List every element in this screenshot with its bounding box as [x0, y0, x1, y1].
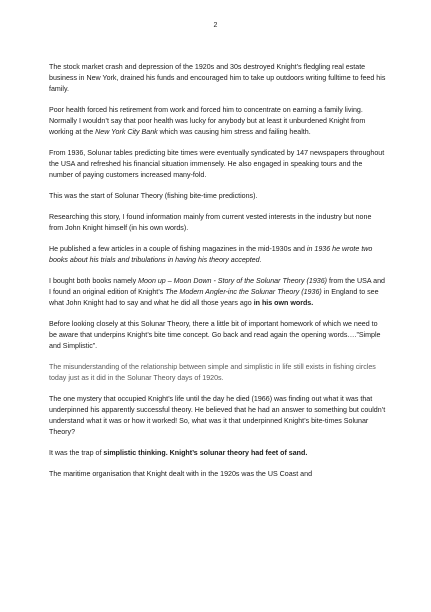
text-span: I bought both books namely	[49, 277, 139, 285]
italic-text: in 1936 he wrote two books about his trials and tribulations in having his theory accepted.	[49, 245, 373, 264]
bold-text: simplistic thinking. Knight’s solunar theory had feet of sand.	[103, 449, 308, 457]
italic-text: New York City Bank	[95, 128, 158, 136]
paragraph	[49, 105, 387, 138]
paragraph	[49, 212, 387, 234]
text-span: The stock market crash and depression of the 1920s and 30s destroyed Knight’s fledgling real estate business in New York, drained his funds and encouraged him to take up outdoors writing fulltime to feed his family.	[49, 63, 386, 93]
text-span: in England to see what John Knight had to say and what he did all those years ago	[49, 288, 379, 307]
paragraph	[49, 362, 387, 384]
body-text	[49, 62, 387, 490]
italic-text: The Modern Angler-inc the Solunar Theory (1936)	[165, 288, 322, 296]
paragraph	[49, 62, 387, 95]
text-span: The maritime organisation that Knight dealt with in the 1920s was the US Coast and	[49, 470, 313, 478]
paragraph	[49, 469, 387, 480]
text-span: From 1936, Solunar tables predicting bite times were eventually syndicated by 147 newspapers throughout the USA and refreshed his financial situation immensely. He also engaged in speaking tours and the number of paying customers increased many-fold.	[49, 149, 385, 179]
text-span: It was the trap of	[49, 449, 104, 457]
text-span: The misunderstanding of the relationship between simple and simplistic in life still exists in fishing circles today just as it did in the Solunar Theory days of 1920s.	[49, 363, 376, 382]
paragraph	[49, 148, 387, 181]
text-span: The one mystery that occupied Knight’s life until the day he died (1966) was finding out what it was that underpinned his apparently successful theory. He believed that he had an answer to something but couldn’t understand what it was or how it worked! So, what was it that underpinned Knight’s bite-times Solunar Theory?	[49, 395, 386, 436]
paragraph	[49, 191, 387, 202]
text-span: Before looking closely at this Solunar Theory, there a little bit of important homework of which we need to be aware that underpins Knight’s bite time concept. Go back and read again the opening words….”Simple and Simplistic”.	[49, 320, 381, 350]
text-span: This was the start of Solunar Theory (fishing bite-time predictions).	[49, 192, 258, 200]
paragraph	[49, 276, 387, 309]
paragraph	[49, 244, 387, 266]
text-span: from the USA and I found an original edition of Knight’s	[49, 277, 385, 296]
text-span: which was causing him stress and failing health.	[157, 128, 311, 136]
text-span: Poor health forced his retirement from work and forced him to concentrate on earning a family living. Normally I wouldn’t say that poor health was lucky for anybody but at least it unburdened Knight from working at the	[49, 106, 366, 136]
paragraph	[49, 394, 387, 438]
paragraph	[49, 448, 387, 459]
text-span: He published a few articles in a couple of fishing magazines in the mid-1930s and	[49, 245, 307, 253]
paragraph	[49, 319, 387, 352]
italic-text: Moon up – Moon Down - Story of the Solunar Theory (1936)	[138, 277, 328, 285]
bold-text: in his own words.	[253, 299, 314, 307]
text-span: Researching this story, I found information mainly from current vested interests in the industry but none from John Knight himself (in his own words).	[49, 213, 372, 232]
page-number: 2	[213, 22, 218, 29]
